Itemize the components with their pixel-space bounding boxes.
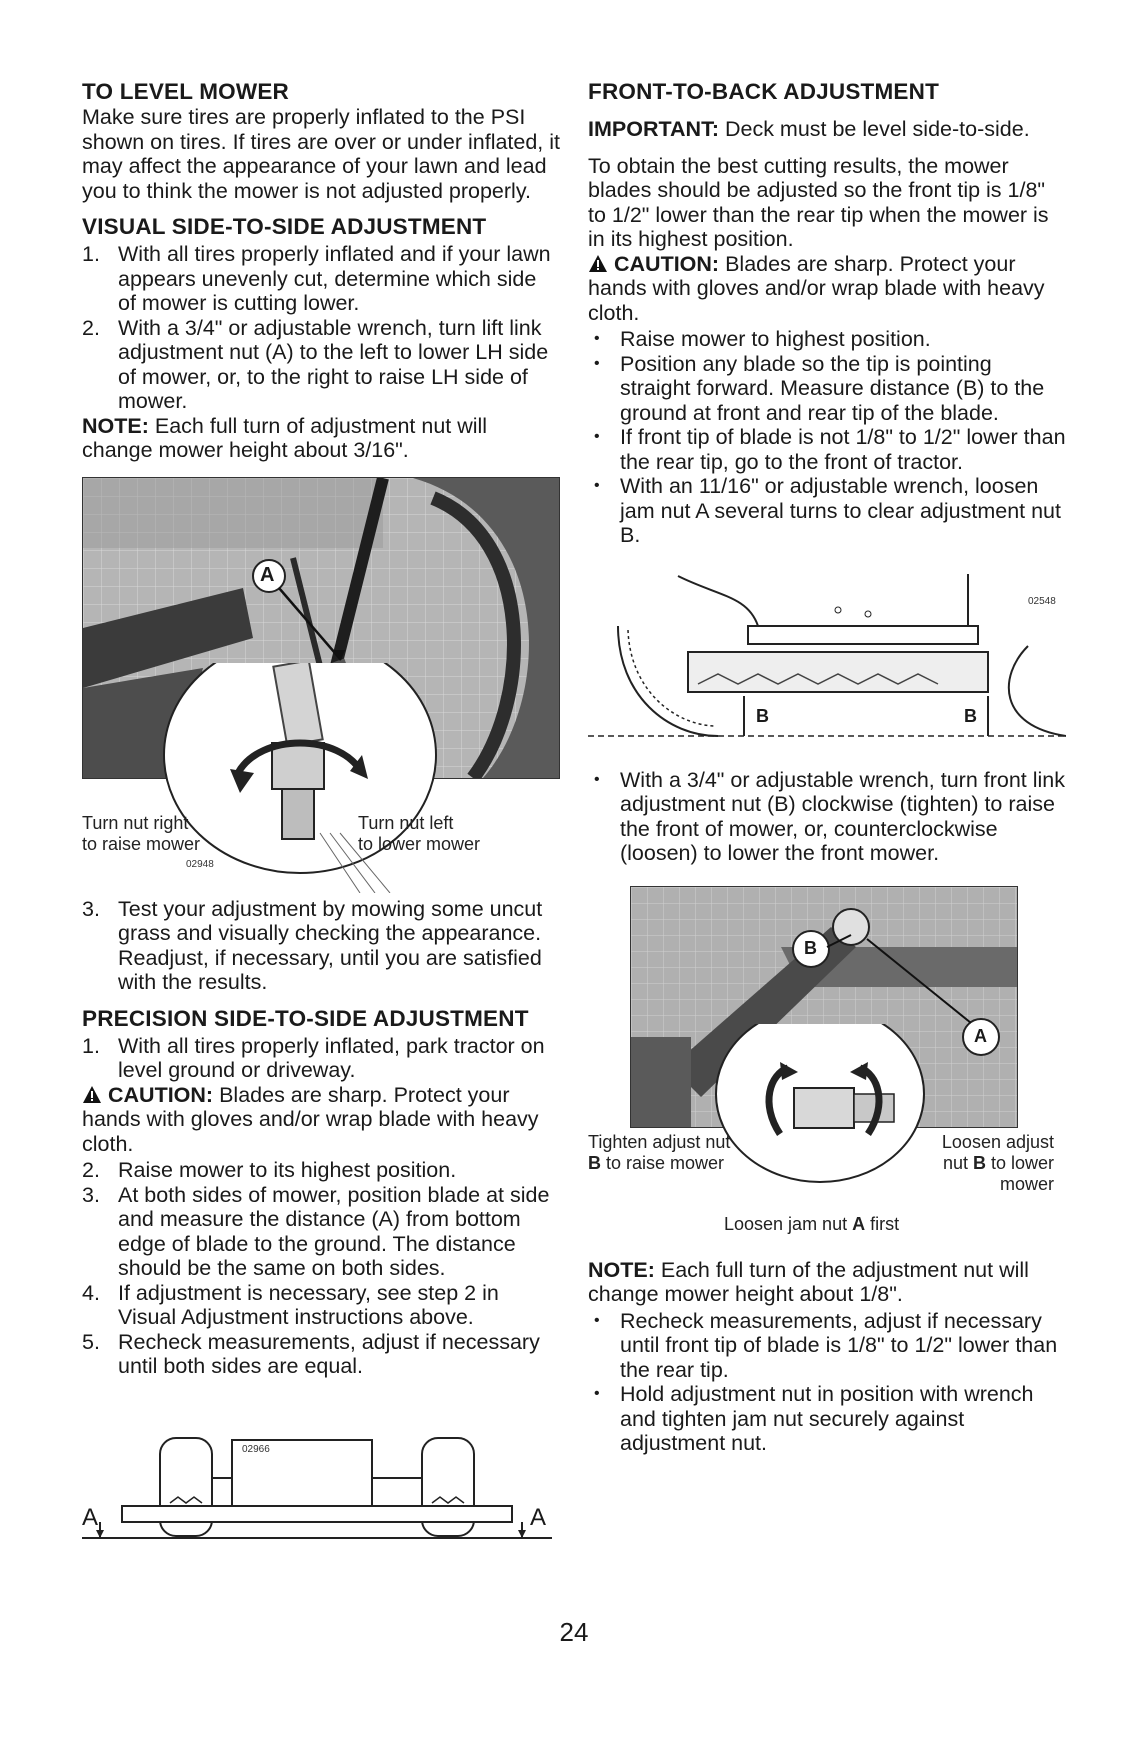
callout-a-label-right: A — [974, 1025, 987, 1046]
visual-step-2: 2. With a 3/4" or adjustable wrench, turn lift link adjustment nut (A) to the left to lower LH side of mower, or, to the right to raise LH side of mower. — [82, 315, 549, 413]
precision-step-1: 1. With all tires properly inflated, park tractor on level ground or driveway. — [82, 1033, 545, 1082]
figure-number-02966: 02966 — [242, 1444, 270, 1455]
visual-note: NOTE: Each full turn of adjustment nut will change mower height about 3/16". — [82, 413, 488, 462]
front-to-back-heading: FRONT-TO-BACK ADJUSTMENT — [588, 79, 940, 104]
bullet-front-tip: • If front tip of blade is not 1/8" to 1/2" lower than the rear tip, go to the front of tractor. — [588, 425, 1066, 474]
bullet-turn-front-link: • With a 3/4" or adjustable wrench, turn front link adjustment nut (B) clockwise (tighten) to raise the front of mower, or, counterclockwise (loosen) to lower the front mower. — [588, 768, 1066, 866]
warning-triangle-icon — [82, 1085, 102, 1104]
visual-step-1: 1. With all tires properly inflated and if your lawn appears unevenly cut, determine which side of mower is cutting lower. — [82, 242, 551, 315]
turn-right-caption: Turn nut right to raise mower — [82, 812, 201, 854]
right-column — [588, 78, 1066, 1456]
tighten-caption: Tighten adjust nut B to raise mower — [588, 1131, 731, 1173]
front-back-caution: CAUTION: Blades are sharp. Protect your hands with gloves and/or wrap blade with heavy cloth. — [588, 251, 1045, 325]
page-number: 24 — [559, 1617, 589, 1647]
visual-steps-list — [82, 242, 560, 414]
front-link-step-list — [588, 768, 1066, 866]
jam-nut-caption: Loosen jam nut A first — [724, 1213, 900, 1234]
precision-step-1-list — [82, 1034, 560, 1083]
distance-b-front-label: B — [756, 705, 769, 726]
important-note: IMPORTANT: Deck must be level side-to-side. — [588, 117, 1030, 141]
lift-link-figure — [82, 477, 560, 895]
nut-magnifier-inset — [710, 1024, 930, 1194]
visual-step-3-list — [82, 897, 560, 995]
final-steps-list — [588, 1309, 1066, 1456]
precision-caution: CAUTION: Blades are sharp. Protect your hands with gloves and/or wrap blade with heavy cloth. — [82, 1082, 539, 1156]
turn-left-caption: Turn nut left to lower mower — [358, 812, 481, 854]
callout-b-label: B — [804, 937, 817, 958]
figure-number-02548: 02548 — [1028, 595, 1056, 607]
bullet-loosen-jam-nut: • With an 11/16" or adjustable wrench, loosen jam nut A several turns to clear adjustment nut B. — [588, 474, 1066, 548]
bullet-position-blade: • Position any blade so the tip is pointing straight forward. Measure distance (B) to the ground at front and rear tip of the blade. — [588, 352, 1066, 426]
tractor-front-illustration — [82, 1428, 552, 1544]
distance-b-rear-label: B — [964, 705, 977, 726]
bullet-tighten-jam-nut: • Hold adjustment nut in position with wrench and tighten jam nut securely against adjustment nut. — [588, 1382, 1066, 1456]
front-back-steps-list — [588, 327, 1066, 548]
tractor-side-illustration — [588, 566, 1066, 746]
distance-a-right-label: A — [530, 1504, 547, 1531]
side-to-side-figure — [82, 1428, 552, 1544]
visual-adjustment-heading: VISUAL SIDE-TO-SIDE ADJUSTMENT — [82, 214, 487, 239]
left-column — [82, 78, 560, 1379]
blade-measure-figure — [588, 566, 1066, 746]
front-link-figure — [588, 886, 1066, 1252]
level-intro-text: Make sure tires are properly inflated to the PSI shown on tires. If tires are over or under inflated, it may affect the appearance of your lawn and lead you to think the mower is not adjusted properly. — [82, 105, 561, 203]
bullet-raise-mower: • Raise mower to highest position. — [588, 327, 1066, 352]
magnifier-inset — [130, 663, 470, 893]
precision-step-3: 3. At both sides of mower, position blade at side and measure the distance (A) from bottom edge of blade to the ground. The distance should be the same on both sides. — [82, 1182, 550, 1280]
bullet-recheck: • Recheck measurements, adjust if necessary until front tip of blade is 1/8" to 1/2" lower than the rear tip. — [588, 1309, 1066, 1383]
obtain-results-text: To obtain the best cutting results, the mower blades should be adjusted so the front tip is 1/8" to 1/2" lower than the rear tip when the mower is in its highest position. — [588, 153, 1049, 251]
precision-step-4: 4. If adjustment is necessary, see step 2 in Visual Adjustment instructions above. — [82, 1280, 499, 1329]
distance-a-left-label: A — [82, 1504, 99, 1531]
figure-number-02948: 02948 — [186, 858, 214, 870]
warning-triangle-icon — [588, 254, 608, 273]
to-level-mower-heading: TO LEVEL MOWER — [82, 79, 289, 104]
loosen-caption: Loosen adjust nut B to lower mower — [941, 1131, 1054, 1194]
precision-step-2: 2. Raise mower to its highest position. — [82, 1158, 457, 1182]
visual-step-3: 3. Test your adjustment by mowing some uncut grass and visually checking the appearance. Readjust, if necessary, until you are satisfied with the results. — [82, 896, 543, 994]
front-back-note: NOTE: Each full turn of the adjustment nut will change mower height about 1/8". — [588, 1257, 1029, 1306]
precision-steps-list — [82, 1158, 560, 1379]
precision-adjustment-heading: PRECISION SIDE-TO-SIDE ADJUSTMENT — [82, 1005, 529, 1031]
precision-step-5: 5. Recheck measurements, adjust if necessary until both sides are equal. — [82, 1329, 540, 1378]
callout-a-label: A — [260, 563, 275, 586]
